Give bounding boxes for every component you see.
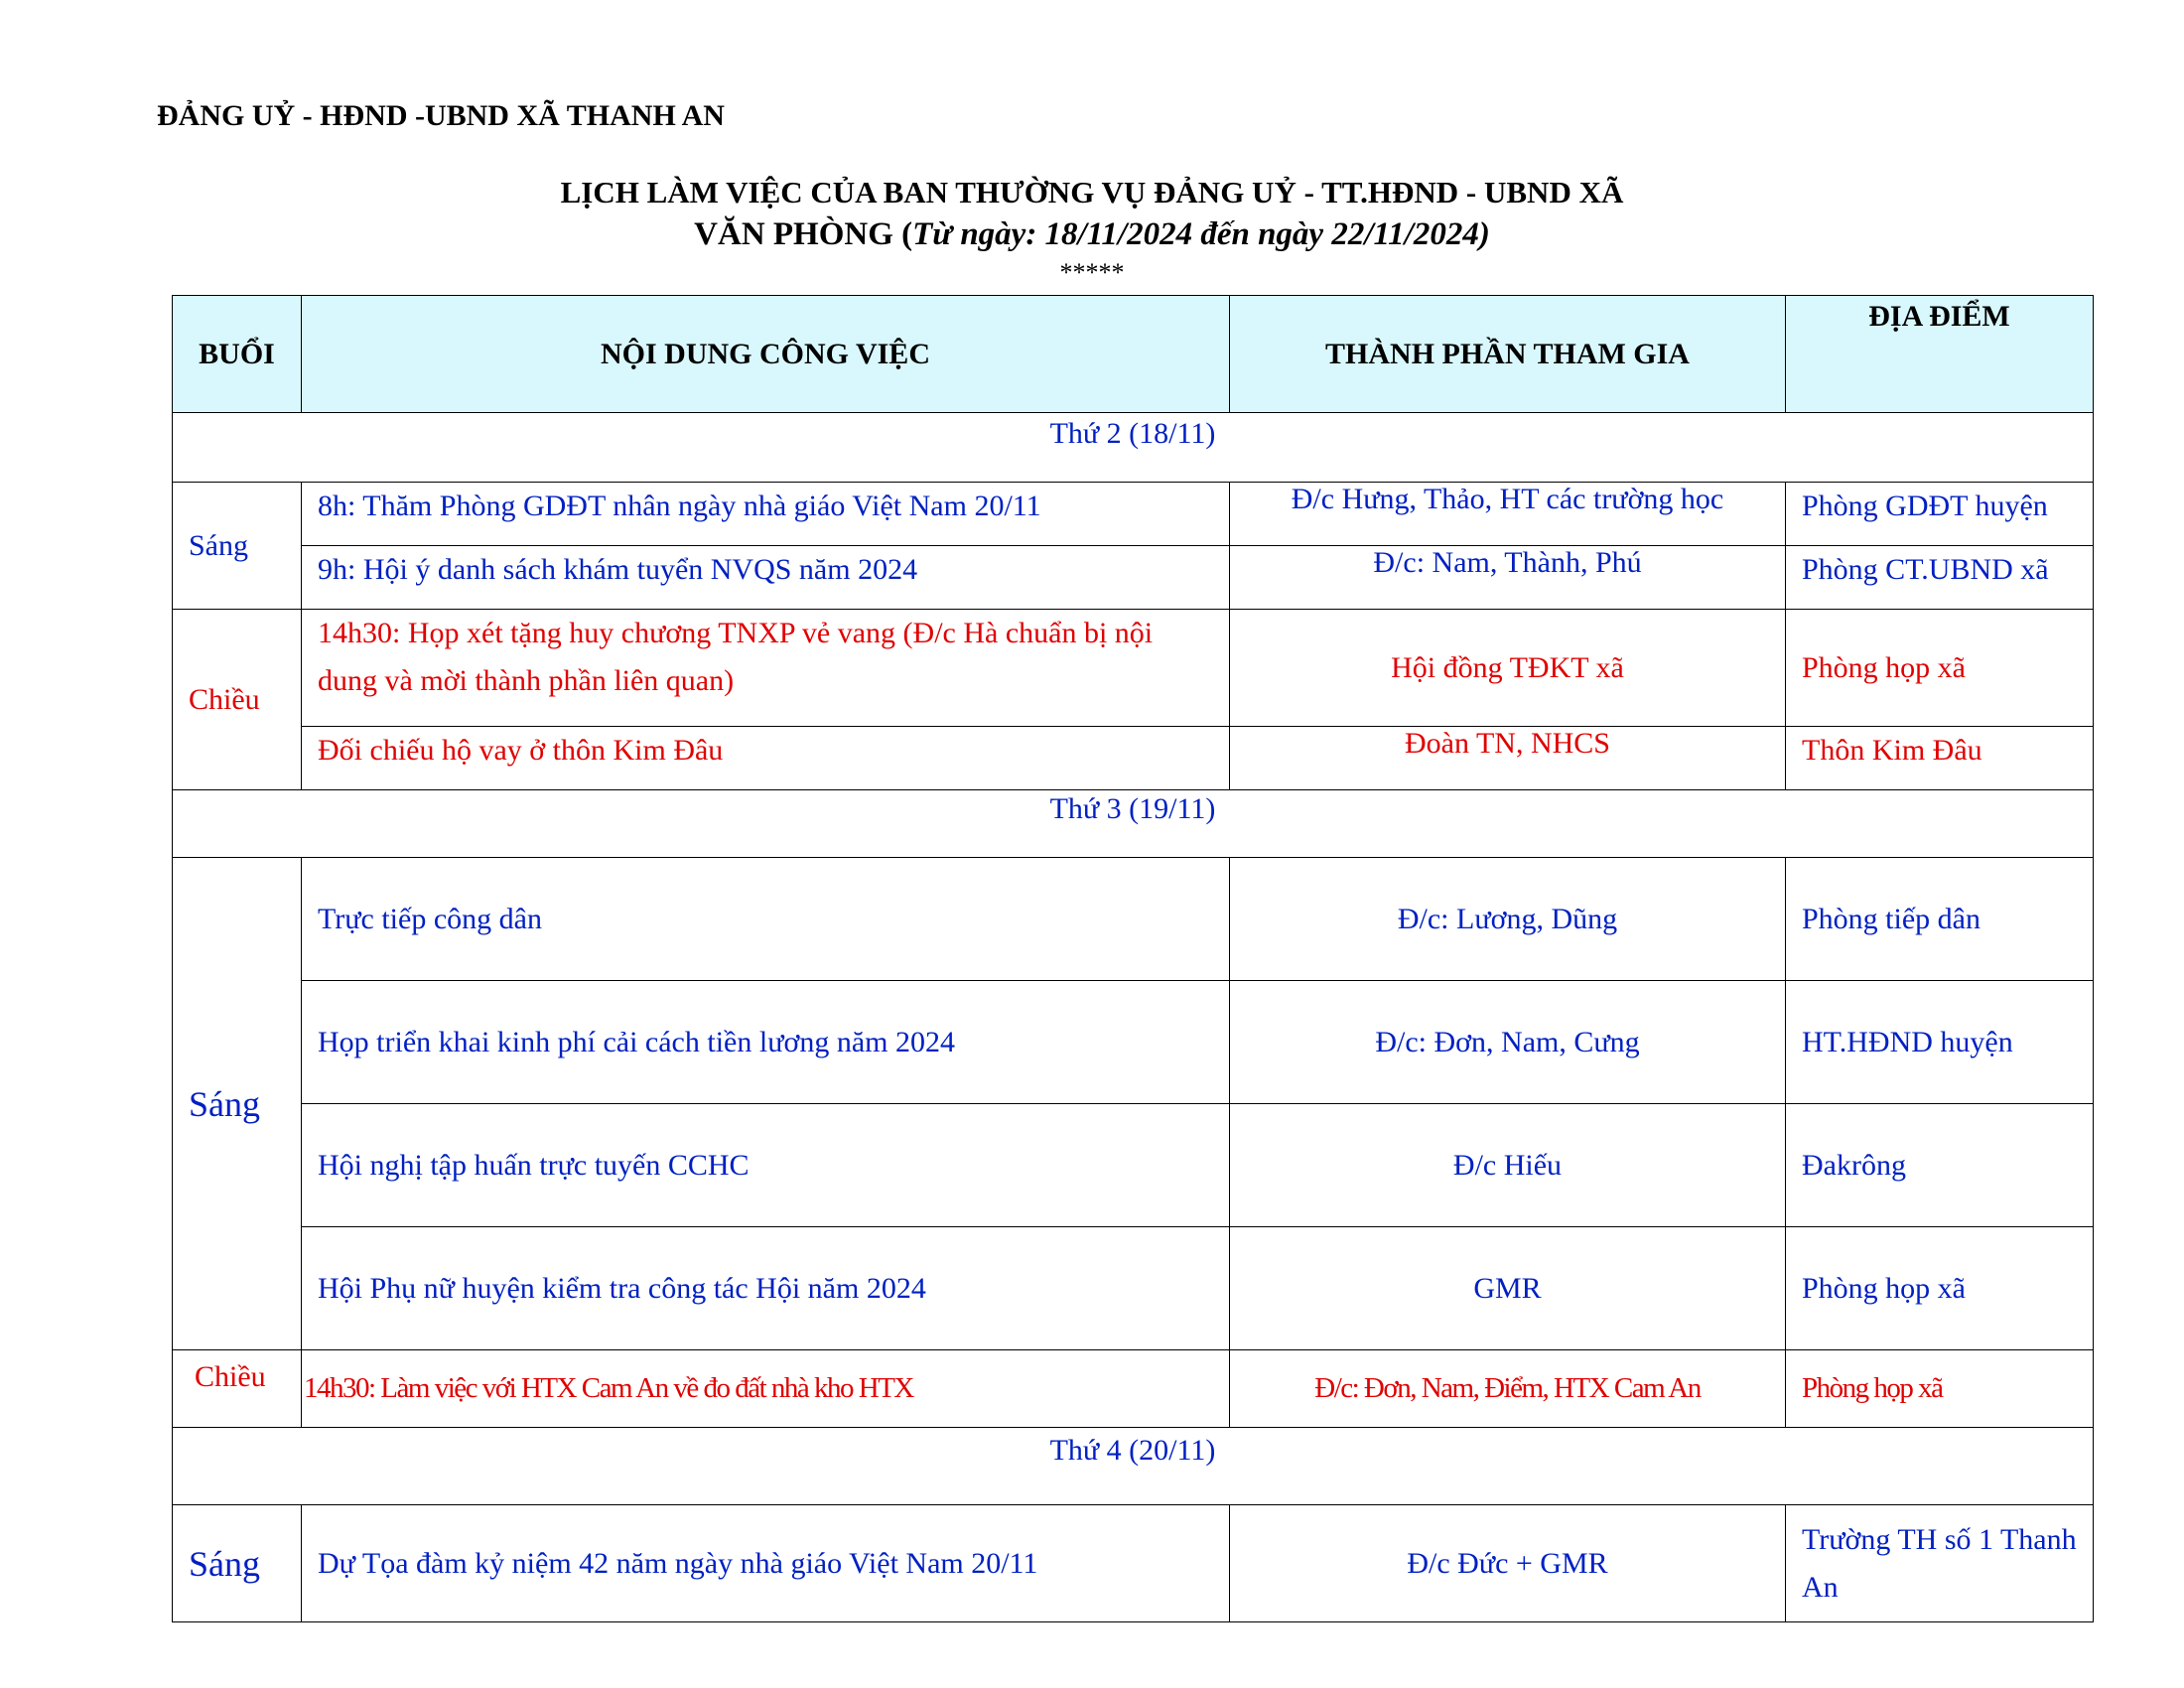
table-row [173, 1227, 2094, 1350]
task-participants: GMR [1230, 1227, 1786, 1350]
task-content: 14h30: Làm việc với HTX Cam An về đo đất nhà kho HTX [302, 1350, 1230, 1428]
task-content: 14h30: Họp xét tặng huy chương TNXP vẻ vang (Đ/c Hà chuẩn bị nội dung và mời thành phần liên quan) [302, 610, 1230, 727]
task-content: Họp triển khai kinh phí cải cách tiền lương năm 2024 [302, 981, 1230, 1104]
column-header-participants: THÀNH PHẦN THAM GIA [1230, 296, 1786, 413]
session-label: Chiều [173, 1350, 302, 1428]
task-location: Phòng họp xã [1786, 610, 2094, 727]
task-participants: Đ/c: Đơn, Nam, Điểm, HTX Cam An [1230, 1350, 1786, 1428]
task-participants: Đ/c: Lương, Dũng [1230, 858, 1786, 981]
schedule-subtitle [0, 216, 2184, 253]
task-participants: Đ/c Đức + GMR [1230, 1505, 1786, 1622]
task-location: Phòng họp xã [1786, 1227, 2094, 1350]
column-header-location: ĐỊA ĐIỂM [1786, 296, 2094, 413]
task-content: Hội Phụ nữ huyện kiểm tra công tác Hội năm 2024 [302, 1227, 1230, 1350]
task-location: Phòng GDĐT huyện [1786, 483, 2094, 546]
task-participants: Đ/c Hiếu [1230, 1104, 1786, 1227]
table-row [173, 1505, 2094, 1622]
table-row [173, 483, 2094, 546]
session-label: Sáng [173, 1505, 302, 1622]
schedule-title: LỊCH LÀM VIỆC CỦA BAN THƯỜNG VỤ ĐẢNG UỶ - TT.HĐND - UBND XÃ [560, 175, 1624, 210]
task-location: Trường TH số 1 Thanh An [1786, 1505, 2094, 1622]
table-row [173, 1104, 2094, 1227]
table-header-row [173, 296, 2094, 413]
organization-name: ĐẢNG UỶ - HĐND -UBND XÃ THANH AN [157, 99, 725, 132]
task-participants: Đ/c: Đơn, Nam, Cưng [1230, 981, 1786, 1104]
task-location: Phòng họp xã [1786, 1350, 2094, 1428]
task-content: 8h: Thăm Phòng GDĐT nhân ngày nhà giáo Việt Nam 20/11 [302, 483, 1230, 546]
table-row [173, 727, 2094, 790]
task-location: Đakrông [1786, 1104, 2094, 1227]
day-row [173, 790, 2094, 858]
task-location: HT.HĐND huyện [1786, 981, 2094, 1104]
table-row [173, 610, 2094, 727]
subtitle-prefix: VĂN PHÒNG ( [694, 216, 913, 252]
column-header-content: NỘI DUNG CÔNG VIỆC [302, 296, 1230, 413]
day-label: Thứ 2 (18/11) [173, 413, 2094, 483]
session-label: Chiều [173, 610, 302, 790]
subtitle-date-range: Từ ngày: 18/11/2024 đến ngày 22/11/2024) [912, 216, 1490, 252]
task-content: Đối chiếu hộ vay ở thôn Kim Đâu [302, 727, 1230, 790]
schedule-table [172, 295, 2094, 1622]
task-location: Phòng tiếp dân [1786, 858, 2094, 981]
task-content: 9h: Hội ý danh sách khám tuyển NVQS năm 2024 [302, 546, 1230, 610]
task-participants: Hội đồng TĐKT xã [1230, 610, 1786, 727]
table-row [173, 1350, 2094, 1428]
task-participants: Đ/c: Nam, Thành, Phú [1230, 546, 1786, 610]
table-row [173, 981, 2094, 1104]
day-row [173, 1428, 2094, 1505]
separator-stars: ***** [1059, 258, 1125, 287]
task-location: Phòng CT.UBND xã [1786, 546, 2094, 610]
day-label: Thứ 4 (20/11) [173, 1428, 2094, 1505]
session-label: Sáng [173, 858, 302, 1350]
session-label: Sáng [173, 483, 302, 610]
day-label: Thứ 3 (19/11) [173, 790, 2094, 858]
task-participants: Đ/c Hưng, Thảo, HT các trường học [1230, 483, 1786, 546]
task-participants: Đoàn TN, NHCS [1230, 727, 1786, 790]
task-location: Thôn Kim Đâu [1786, 727, 2094, 790]
task-content: Dự Tọa đàm kỷ niệm 42 năm ngày nhà giáo Việt Nam 20/11 [302, 1505, 1230, 1622]
column-header-buoi: BUỔI [173, 296, 302, 413]
table-row [173, 858, 2094, 981]
table-row [173, 546, 2094, 610]
day-row [173, 413, 2094, 483]
task-content: Hội nghị tập huấn trực tuyến CCHC [302, 1104, 1230, 1227]
task-content: Trực tiếp công dân [302, 858, 1230, 981]
